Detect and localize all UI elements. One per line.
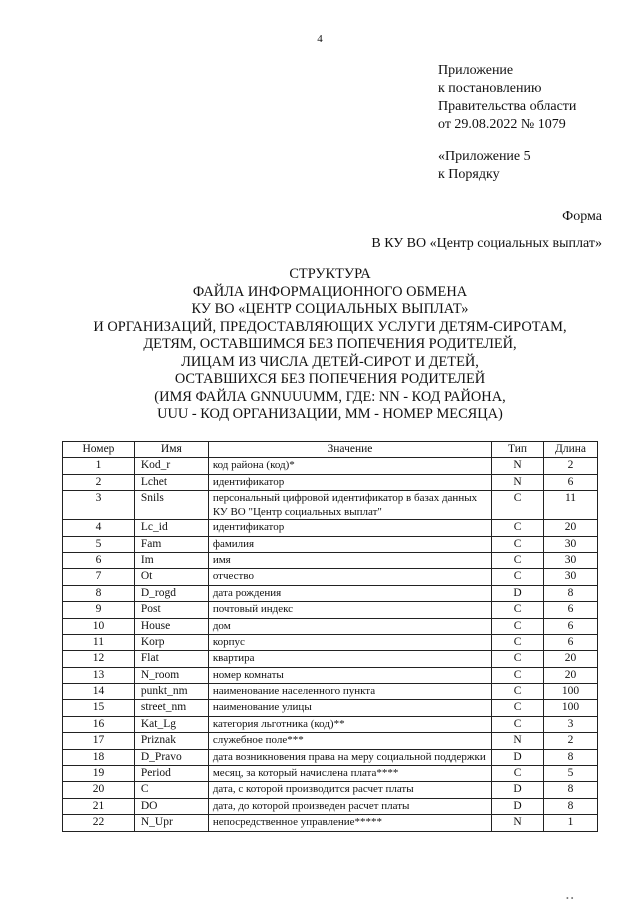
cell-type: C xyxy=(492,700,544,716)
cell-type: C xyxy=(492,766,544,782)
title-line: ОСТАВШИХСЯ БЕЗ ПОПЕЧЕНИЯ РОДИТЕЛЕЙ xyxy=(174,371,486,387)
cell-length: 20 xyxy=(544,651,598,667)
table-row xyxy=(63,716,598,732)
cell-name: Kat_Lg xyxy=(134,716,208,732)
table-row xyxy=(63,634,598,650)
cell-length: 2 xyxy=(544,458,598,474)
cell-name: Im xyxy=(134,552,208,568)
page-mark: • • xyxy=(566,894,574,903)
cell-length: 3 xyxy=(544,716,598,732)
cell-length: 6 xyxy=(544,474,598,490)
cell-value: наименование улицы xyxy=(208,700,491,716)
cell-type: N xyxy=(492,474,544,490)
cell-value: корпус xyxy=(208,634,491,650)
cell-length: 6 xyxy=(544,602,598,618)
cell-type: N xyxy=(492,815,544,831)
table-row xyxy=(63,491,598,520)
table-row xyxy=(63,766,598,782)
cell-value: дата, до которой произведен расчет платы xyxy=(208,798,491,814)
title-line: СТРУКТУРА xyxy=(289,266,371,282)
cell-number: 18 xyxy=(63,749,135,765)
structure-table xyxy=(62,441,598,832)
title-line: (ИМЯ ФАЙЛА GNNUUUMM, ГДЕ: NN - КОД РАЙОНА, xyxy=(154,388,506,405)
cell-type: C xyxy=(492,651,544,667)
cell-number: 6 xyxy=(63,552,135,568)
cell-name: Lc_id xyxy=(134,520,208,536)
cell-type: N xyxy=(492,733,544,749)
cell-name: Ot xyxy=(134,569,208,585)
cell-type: C xyxy=(492,569,544,585)
cell-name: Fam xyxy=(134,536,208,552)
table-row xyxy=(63,651,598,667)
cell-name: N_Upr xyxy=(134,815,208,831)
cell-name: street_nm xyxy=(134,700,208,716)
cell-number: 10 xyxy=(63,618,135,634)
cell-name: N_room xyxy=(134,667,208,683)
cell-type: D xyxy=(492,798,544,814)
cell-length: 100 xyxy=(544,700,598,716)
cell-type: C xyxy=(492,716,544,732)
cell-value: месяц, за который начислена плата**** xyxy=(208,766,491,782)
cell-type: C xyxy=(492,618,544,634)
cell-length: 5 xyxy=(544,766,598,782)
table-row xyxy=(63,520,598,536)
cell-value: отчество xyxy=(208,569,491,585)
table-row xyxy=(63,474,598,490)
table-row xyxy=(63,798,598,814)
cell-type: C xyxy=(492,667,544,683)
cell-name: Flat xyxy=(134,651,208,667)
table-row xyxy=(63,585,598,601)
cell-number: 9 xyxy=(63,602,135,618)
cell-length: 30 xyxy=(544,536,598,552)
cell-number: 19 xyxy=(63,766,135,782)
header-number: Номер xyxy=(63,442,135,458)
table-row xyxy=(63,700,598,716)
table-row xyxy=(63,552,598,568)
cell-name: Korp xyxy=(134,634,208,650)
cell-value: дата рождения xyxy=(208,585,491,601)
table-row xyxy=(63,536,598,552)
cell-length: 11 xyxy=(544,491,598,520)
table-row xyxy=(63,602,598,618)
cell-value: номер комнаты xyxy=(208,667,491,683)
title-line: ЛИЦАМ ИЗ ЧИСЛА ДЕТЕЙ-СИРОТ И ДЕТЕЙ, xyxy=(181,353,479,370)
cell-value: квартира xyxy=(208,651,491,667)
cell-type: N xyxy=(492,458,544,474)
cell-name: C xyxy=(134,782,208,798)
table-row xyxy=(63,667,598,683)
cell-name: D_rogd xyxy=(134,585,208,601)
table-row xyxy=(63,684,598,700)
cell-value: дом xyxy=(208,618,491,634)
cell-number: 15 xyxy=(63,700,135,716)
cell-type: C xyxy=(492,536,544,552)
header-type: Тип xyxy=(492,442,544,458)
cell-length: 20 xyxy=(544,520,598,536)
cell-type: C xyxy=(492,552,544,568)
appendix-line: Правительства области xyxy=(438,99,577,114)
title-line: ФАЙЛА ИНФОРМАЦИОННОГО ОБМЕНА xyxy=(192,283,468,300)
page-number: 4 xyxy=(317,33,323,45)
cell-number: 7 xyxy=(63,569,135,585)
table-row xyxy=(63,815,598,831)
cell-value: имя xyxy=(208,552,491,568)
table-row xyxy=(63,782,598,798)
cell-length: 30 xyxy=(544,552,598,568)
cell-number: 2 xyxy=(63,474,135,490)
cell-type: C xyxy=(492,520,544,536)
appendix-block xyxy=(438,62,576,134)
title-line: И ОРГАНИЗАЦИЙ, ПРЕДОСТАВЛЯЮЩИХ УСЛУГИ ДЕТЯМ-СИРОТАМ, xyxy=(93,318,567,335)
cell-length: 8 xyxy=(544,782,598,798)
cell-name: Kod_r xyxy=(134,458,208,474)
cell-type: C xyxy=(492,602,544,618)
table-header-row xyxy=(63,442,598,458)
cell-number: 8 xyxy=(63,585,135,601)
table-row xyxy=(63,458,598,474)
cell-name: House xyxy=(134,618,208,634)
cell-number: 1 xyxy=(63,458,135,474)
cell-length: 8 xyxy=(544,798,598,814)
appendix-line: Приложение xyxy=(438,63,514,78)
appendix-line: «Приложение 5 xyxy=(438,149,531,164)
cell-value: категория льготника (код)** xyxy=(208,716,491,732)
cell-number: 12 xyxy=(63,651,135,667)
cell-length: 8 xyxy=(544,749,598,765)
header-name: Имя xyxy=(134,442,208,458)
cell-value: дата, с которой производится расчет платы xyxy=(208,782,491,798)
cell-value: идентификатор xyxy=(208,520,491,536)
cell-name: punkt_nm xyxy=(134,684,208,700)
title-line: UUU - КОД ОРГАНИЗАЦИИ, ММ - НОМЕР МЕСЯЦА) xyxy=(157,406,503,422)
appendix-line: к Порядку xyxy=(438,167,500,182)
cell-number: 22 xyxy=(63,815,135,831)
cell-length: 1 xyxy=(544,815,598,831)
cell-name: DO xyxy=(134,798,208,814)
cell-number: 21 xyxy=(63,798,135,814)
cell-number: 20 xyxy=(63,782,135,798)
cell-length: 8 xyxy=(544,585,598,601)
cell-type: D xyxy=(492,749,544,765)
header-value: Значение xyxy=(208,442,491,458)
appendix-line: от 29.08.2022 № 1079 xyxy=(438,117,566,132)
cell-number: 17 xyxy=(63,733,135,749)
cell-value: почтовый индекс xyxy=(208,602,491,618)
cell-number: 13 xyxy=(63,667,135,683)
cell-number: 4 xyxy=(63,520,135,536)
cell-number: 11 xyxy=(63,634,135,650)
cell-length: 20 xyxy=(544,667,598,683)
cell-number: 14 xyxy=(63,684,135,700)
cell-name: Lchet xyxy=(134,474,208,490)
cell-value: идентификатор xyxy=(208,474,491,490)
cell-number: 5 xyxy=(63,536,135,552)
table-row xyxy=(63,749,598,765)
header-length: Длина xyxy=(544,442,598,458)
table-row xyxy=(63,618,598,634)
cell-value: наименование населенного пункта xyxy=(208,684,491,700)
cell-value: непосредственное управление***** xyxy=(208,815,491,831)
cell-length: 6 xyxy=(544,618,598,634)
cell-type: C xyxy=(492,684,544,700)
title-line: ДЕТЯМ, ОСТАВШИМСЯ БЕЗ ПОПЕЧЕНИЯ РОДИТЕЛЕЙ, xyxy=(143,336,517,352)
cell-name: D_Pravo xyxy=(134,749,208,765)
cell-value: фамилия xyxy=(208,536,491,552)
cell-name: Period xyxy=(134,766,208,782)
cell-type: D xyxy=(492,782,544,798)
cell-type: C xyxy=(492,634,544,650)
appendix-line: к постановлению xyxy=(438,81,542,96)
form-label: Форма xyxy=(562,209,602,224)
cell-length: 30 xyxy=(544,569,598,585)
cell-name: Post xyxy=(134,602,208,618)
recipient-line: В КУ ВО «Центр социальных выплат» xyxy=(371,236,602,251)
cell-value: служебное поле*** xyxy=(208,733,491,749)
cell-number: 16 xyxy=(63,716,135,732)
cell-name: Priznak xyxy=(134,733,208,749)
cell-length: 100 xyxy=(544,684,598,700)
cell-type: C xyxy=(492,491,544,520)
table-row xyxy=(63,569,598,585)
cell-length: 6 xyxy=(544,634,598,650)
cell-type: D xyxy=(492,585,544,601)
title-line: КУ ВО «ЦЕНТР СОЦИАЛЬНЫХ ВЫПЛАТ» xyxy=(191,301,469,317)
structure-title xyxy=(40,266,620,424)
cell-name: Snils xyxy=(134,491,208,520)
cell-value: код района (код)* xyxy=(208,458,491,474)
appendix-block-2 xyxy=(438,148,531,184)
table-row xyxy=(63,733,598,749)
cell-length: 2 xyxy=(544,733,598,749)
cell-value: персональный цифровой идентификатор в базах данных КУ ВО "Центр социальных выплат" xyxy=(208,491,491,520)
table-body xyxy=(63,458,598,831)
cell-number: 3 xyxy=(63,491,135,520)
cell-value: дата возникновения права на меру социальной поддержки xyxy=(208,749,491,765)
